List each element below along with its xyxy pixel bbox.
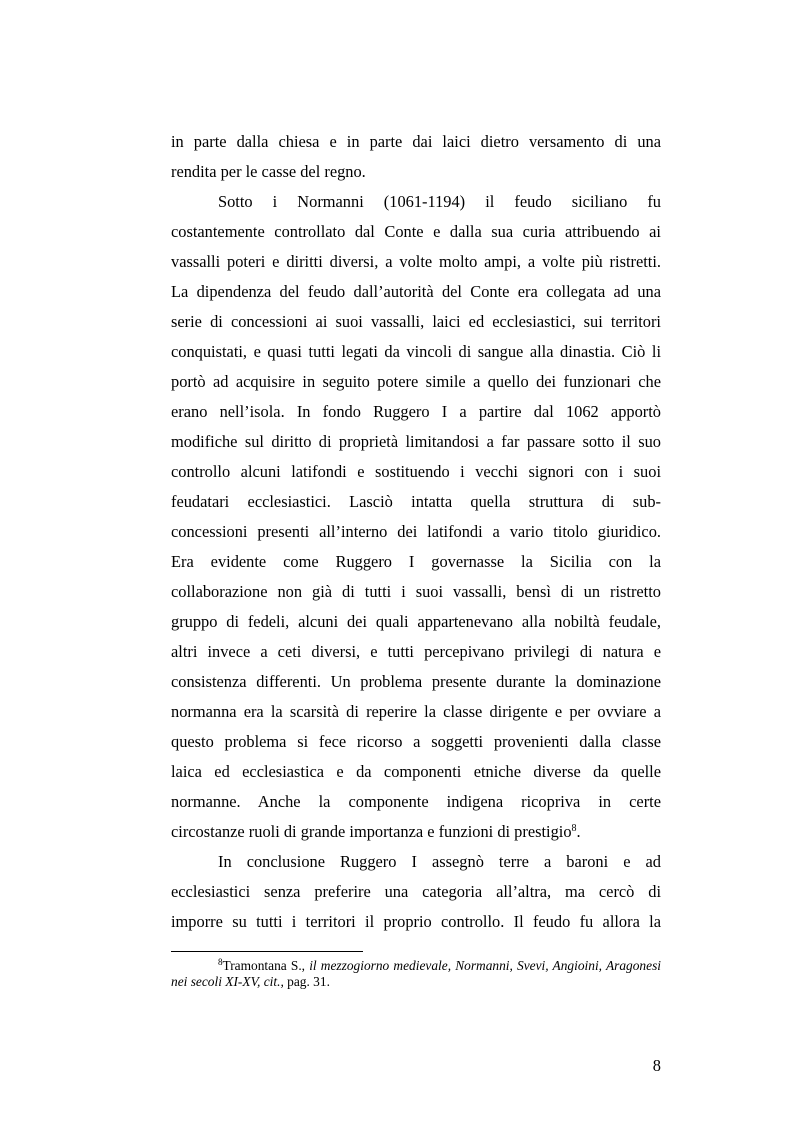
body-line xyxy=(171,547,661,577)
body-line xyxy=(171,217,661,247)
body-line xyxy=(171,877,661,907)
body-line xyxy=(171,337,661,367)
body-line xyxy=(171,577,661,607)
body-line-text: serie di concessioni ai suoi vassalli, laici ed ecclesiastici, sui territori xyxy=(171,312,661,331)
body-line xyxy=(171,817,661,847)
footnote-8 xyxy=(171,958,661,990)
body-line xyxy=(171,757,661,787)
body-line-text: Era evidente come Ruggero I governasse la Sicilia con la xyxy=(171,552,661,571)
body-line-text: La dipendenza del feudo dall’autorità del Conte era collegata ad una xyxy=(171,282,661,301)
body-line-text: conquistati, e quasi tutti legati da vincoli di sangue alla dinastia. Ciò li xyxy=(171,342,661,361)
body-line xyxy=(171,487,661,517)
footnote-reference: 8 xyxy=(571,823,577,834)
body-line-text: altri invece a ceti diversi, e tutti percepivano privilegi di natura e xyxy=(171,642,661,661)
body-line-text: in parte dalla chiesa e in parte dai laici dietro versamento di una xyxy=(171,132,661,151)
body-line xyxy=(171,907,661,937)
footnote-line-2 xyxy=(171,974,661,990)
body-line-text: feudatari ecclesiastici. Lasciò intatta quella struttura di sub- xyxy=(171,492,661,511)
body-line-text: vassalli poteri e diritti diversi, a volte molto ampi, a volte più ristretti. xyxy=(171,252,661,271)
body-line-text: imporre su tutti i territori il proprio controllo. Il feudo fu allora la xyxy=(171,912,661,931)
body-text xyxy=(171,127,661,937)
body-line xyxy=(171,457,661,487)
body-line xyxy=(171,667,661,697)
body-line xyxy=(171,247,661,277)
body-line xyxy=(171,367,661,397)
body-line-text: consistenza differenti. Un problema presente durante la dominazione xyxy=(171,672,661,691)
body-line-text: In conclusione Ruggero I assegnò terre a baroni e ad xyxy=(218,852,661,871)
body-line-text: normanna era la scarsità di reperire la classe dirigente e per ovviare a xyxy=(171,702,661,721)
body-line xyxy=(171,607,661,637)
body-line xyxy=(171,187,661,217)
body-line xyxy=(171,427,661,457)
body-line-text: Sotto i Normanni (1061-1194) il feudo siciliano fu xyxy=(218,192,661,211)
body-line-text: questo problema si fece ricorso a soggetti provenienti dalla classe xyxy=(171,732,661,751)
body-line xyxy=(171,697,661,727)
body-line-text: erano nell’isola. In fondo Ruggero I a partire dal 1062 apportò xyxy=(171,402,661,421)
body-line xyxy=(171,157,661,187)
body-line-text: costantemente controllato dal Conte e dalla sua curia attribuendo ai xyxy=(171,222,661,241)
footnote-separator xyxy=(171,951,363,952)
body-line-text: normanne. Anche la componente indigena ricopriva in certe xyxy=(171,792,661,811)
body-line xyxy=(171,307,661,337)
page-number: 8 xyxy=(652,1056,661,1075)
body-line xyxy=(171,397,661,427)
body-line-text: circostanze ruoli di grande importanza e funzioni di prestigio xyxy=(171,822,572,841)
footnote-marker: 8 xyxy=(218,957,223,967)
body-line-text: concessioni presenti all’interno dei latifondi a vario titolo giuridico. xyxy=(171,522,661,541)
body-line xyxy=(171,637,661,667)
body-line-text: modifiche sul diritto di proprietà limitandosi a far passare sotto il suo xyxy=(171,432,661,451)
body-line xyxy=(171,277,661,307)
footnote-line-1 xyxy=(171,958,661,974)
body-line-text: portò ad acquisire in seguito potere simile a quello dei funzionari che xyxy=(171,372,661,391)
body-line-text: controllo alcuni latifondi e sostituendo i vecchi signori con i suoi xyxy=(171,462,661,481)
body-line xyxy=(171,127,661,157)
footnote-title-part-1: il mezzogiorno medievale, Normanni, Svevi, Angioini, Aragonesi xyxy=(309,958,661,973)
body-line xyxy=(171,727,661,757)
footnote-page-ref: pag. 31. xyxy=(283,974,330,989)
body-line xyxy=(171,847,661,877)
body-line-text: laica ed ecclesiastica e da componenti etniche diverse da quelle xyxy=(171,762,661,781)
body-line xyxy=(171,517,661,547)
body-line-text: rendita per le casse del regno. xyxy=(171,162,366,181)
body-line-text: ecclesiastici senza preferire una categoria all’altra, ma cercò di xyxy=(171,882,661,901)
body-line-tail: . xyxy=(576,822,581,841)
footnote-title-part-2: nei secoli XI-XV, cit., xyxy=(171,974,284,989)
body-line-text: collaborazione non già di tutti i suoi vassalli, bensì di un ristretto xyxy=(171,582,661,601)
footnote-author: Tramontana S., xyxy=(222,958,310,973)
body-line-text: gruppo di fedeli, alcuni dei quali appartenevano alla nobiltà feudale, xyxy=(171,612,661,631)
body-line xyxy=(171,787,661,817)
